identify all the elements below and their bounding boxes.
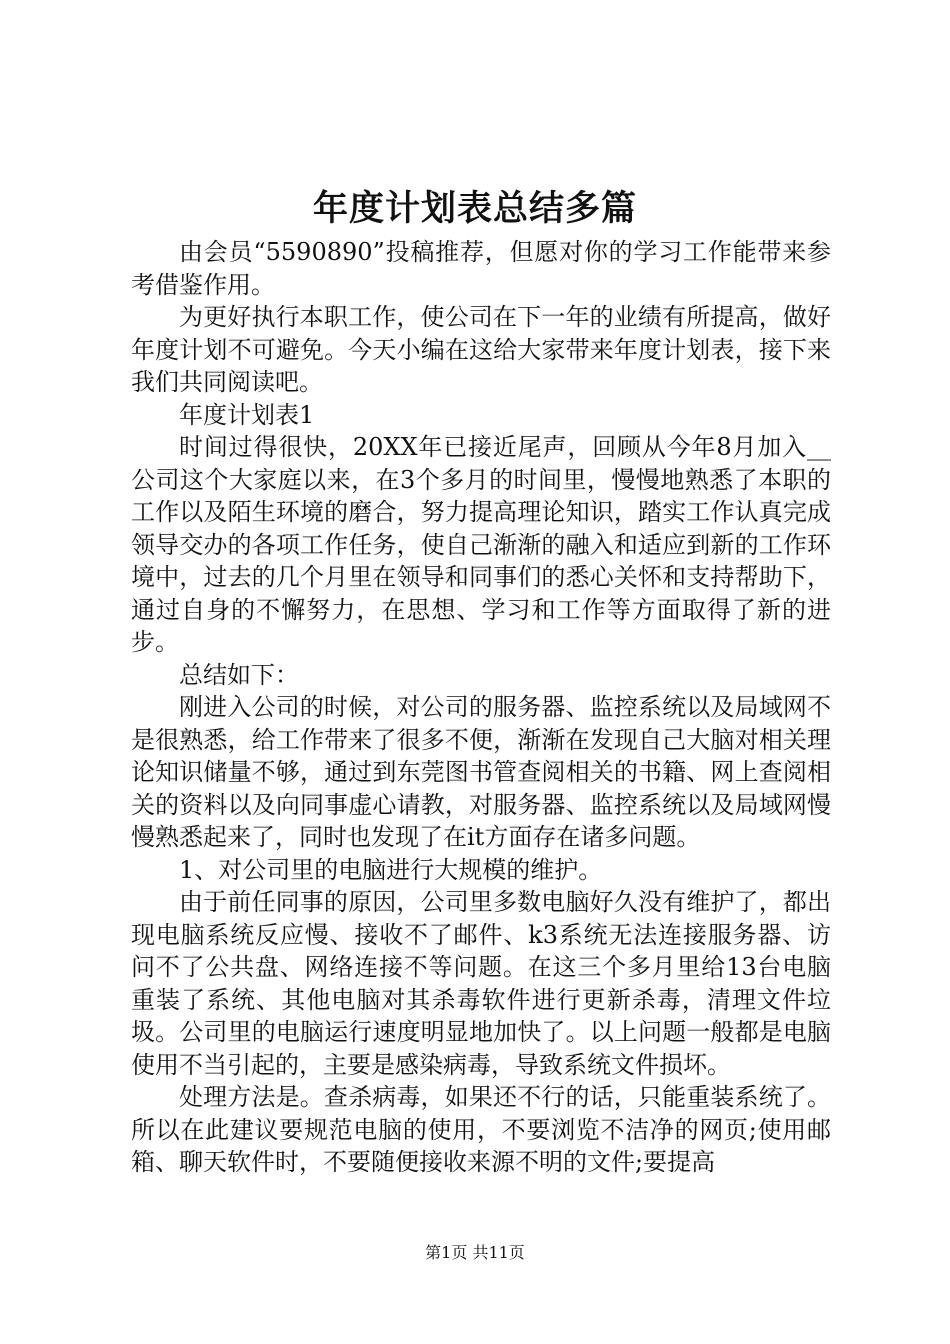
section-heading: 年度计划表1: [179, 400, 315, 429]
list-item-heading: 1、对公司里的电脑进行大规模的维护。: [179, 855, 603, 884]
paragraph-purpose: 为更好执行本职工作，使公司在下一年的业绩有所提高，做好年度计划不可避免。今天小编在这给大家带来年度计划表，接下来我们共同阅读吧。: [131, 303, 831, 396]
paragraph-maintenance: 由于前任同事的原因，公司里多数电脑好久没有维护了，都出现电脑系统反应慢、接收不了邮件、k3系统无法连接服务器、访问不了公共盘、网络连接不等问题。在这三个多月里给13台电脑重装了系统、其他电脑对其杀毒软件进行更新杀毒，清理文件垃圾。公司里的电脑运行速度明显地加快了。以上问题一般都是电脑使用不当引起的，主要是感染病毒，导致系统文件损坏。: [131, 888, 831, 1079]
paragraph-solution: 处理方法是。查杀病毒，如果还不行的话，只能重装系统了。所以在此建议要规范电脑的使用，不要浏览不洁净的网页;使用邮箱、聊天软件时，不要随便接收来源不明的文件;要提高: [131, 1083, 831, 1176]
paragraph-onboarding: 刚进入公司的时候，对公司的服务器、监控系统以及局域网不是很熟悉，给工作带来了很多不便，渐渐在发现自己大脑对相关理论知识储量不够，通过到东莞图书管查阅相关的书籍、网上查阅相关的资料以及向同事虚心请教，对服务器、监控系统以及局域网慢慢熟悉起来了，同时也发现了在it方面存在诸多问题。: [131, 693, 831, 851]
document-title: 年度计划表总结多篇: [312, 189, 637, 229]
paragraph-review: 时间过得很快，20XX年已接近尾声，回顾从今年8月加入__公司这个大家庭以来，在3个多月的时间里，慢慢地熟悉了本职的工作以及陌生环境的磨合，努力提高理论知识，踏实工作认真完成领导交办的各项工作任务，使自己渐渐的融入和适应到新的工作环境中，过去的几个月里在领导和同事们的悉心关怀和支持帮助下，通过自身的不懈努力，在思想、学习和工作等方面取得了新的进步。: [131, 433, 831, 656]
paragraph-summary-label: 总结如下：: [179, 660, 299, 689]
document-body: [131, 236, 831, 1179]
page-footer: 第1页 共11页: [425, 1243, 525, 1262]
paragraph-intro: 由会员“5590890”投稿推荐，但愿对你的学习工作能带来参考借鉴作用。: [131, 238, 831, 299]
